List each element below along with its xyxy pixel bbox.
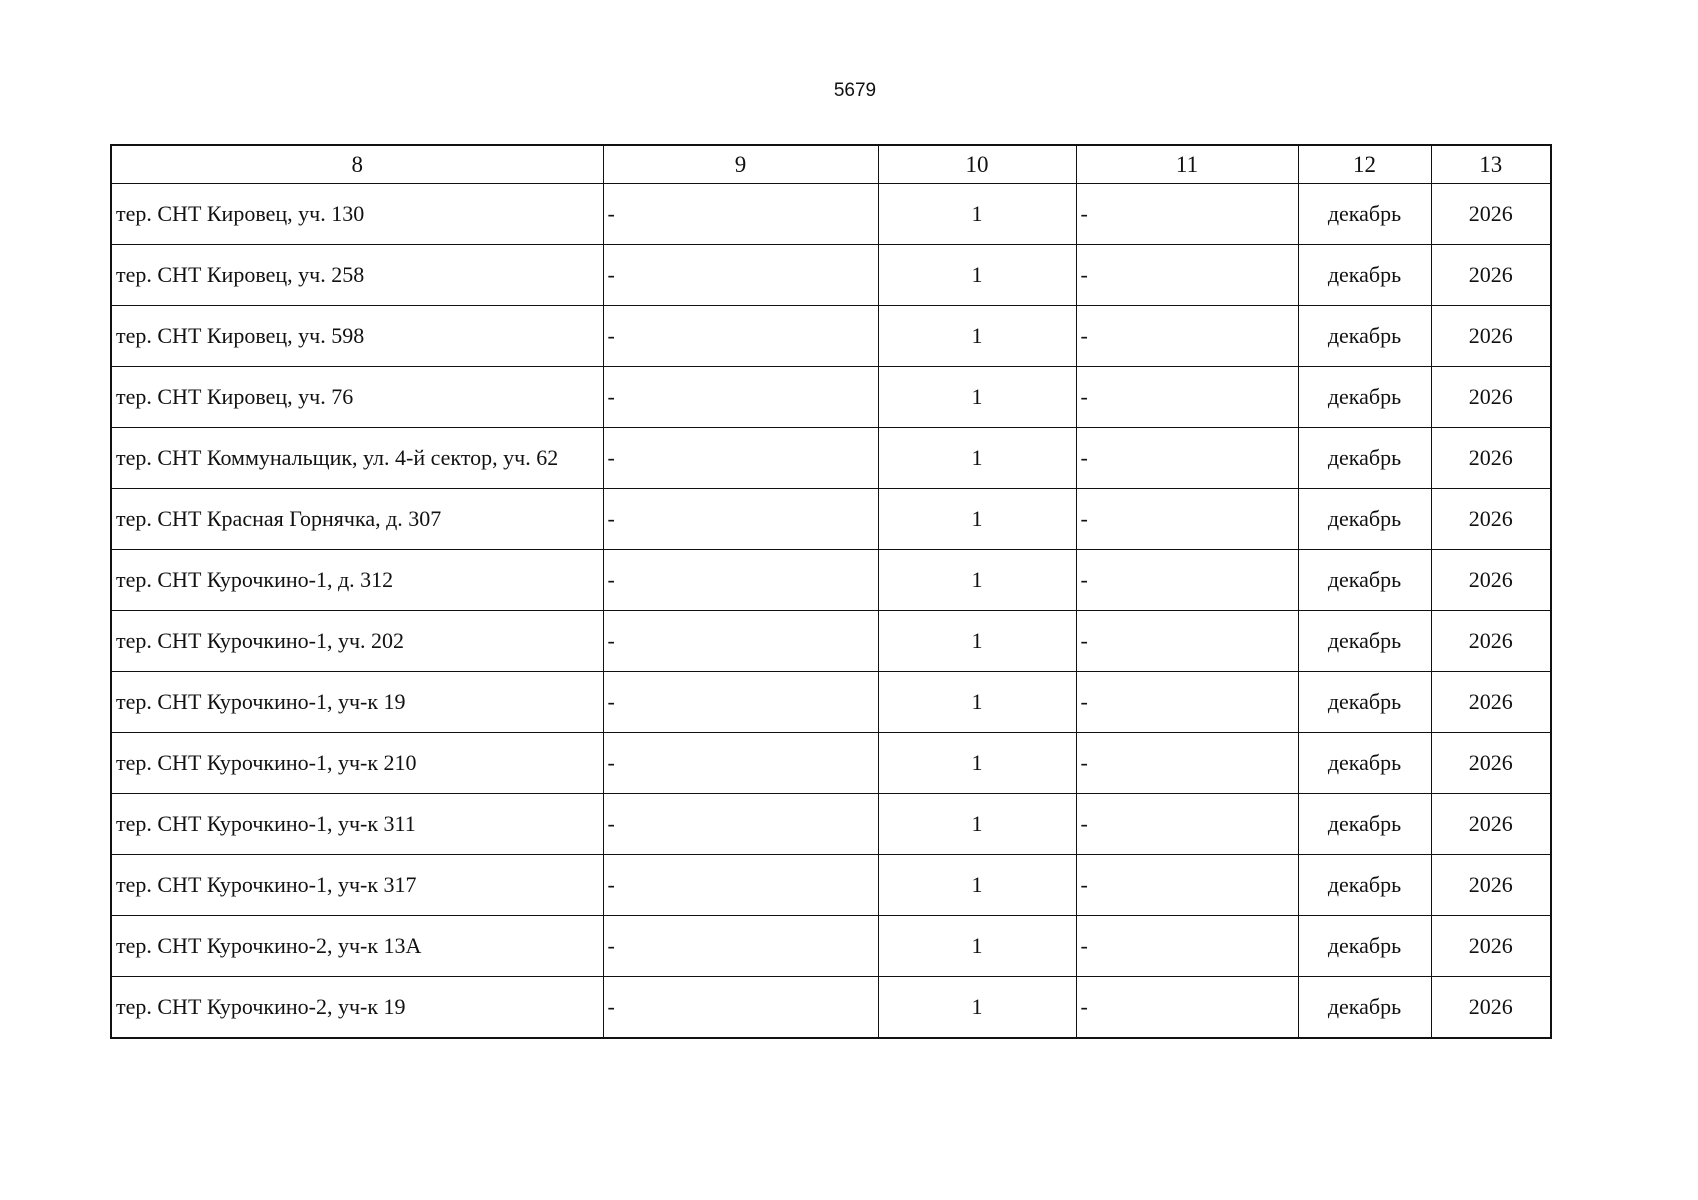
year-cell: 2026 xyxy=(1431,916,1551,977)
address-cell: тер. СНТ Курочкино-1, уч-к 210 xyxy=(111,733,603,794)
column-header: 11 xyxy=(1076,145,1298,184)
address-cell: тер. СНТ Курочкино-1, уч-к 317 xyxy=(111,855,603,916)
column-9-cell: - xyxy=(603,916,878,977)
column-9-cell: - xyxy=(603,428,878,489)
column-11-cell: - xyxy=(1076,489,1298,550)
month-cell: декабрь xyxy=(1298,672,1431,733)
year-cell: 2026 xyxy=(1431,733,1551,794)
column-header: 13 xyxy=(1431,145,1551,184)
column-11-cell: - xyxy=(1076,794,1298,855)
column-9-cell: - xyxy=(603,855,878,916)
table-row xyxy=(111,489,1551,550)
year-cell: 2026 xyxy=(1431,245,1551,306)
year-cell: 2026 xyxy=(1431,428,1551,489)
quantity-cell: 1 xyxy=(878,428,1076,489)
year-cell: 2026 xyxy=(1431,306,1551,367)
address-cell: тер. СНТ Кировец, уч. 76 xyxy=(111,367,603,428)
column-11-cell: - xyxy=(1076,306,1298,367)
column-header: 8 xyxy=(111,145,603,184)
table-row xyxy=(111,367,1551,428)
month-cell: декабрь xyxy=(1298,306,1431,367)
month-cell: декабрь xyxy=(1298,184,1431,245)
address-cell: тер. СНТ Курочкино-2, уч-к 19 xyxy=(111,977,603,1039)
quantity-cell: 1 xyxy=(878,611,1076,672)
column-9-cell: - xyxy=(603,245,878,306)
column-header: 9 xyxy=(603,145,878,184)
table-row xyxy=(111,428,1551,489)
table-body xyxy=(111,184,1551,1039)
address-cell: тер. СНТ Курочкино-1, уч-к 19 xyxy=(111,672,603,733)
table-row xyxy=(111,977,1551,1039)
column-11-cell: - xyxy=(1076,245,1298,306)
quantity-cell: 1 xyxy=(878,916,1076,977)
quantity-cell: 1 xyxy=(878,672,1076,733)
quantity-cell: 1 xyxy=(878,306,1076,367)
month-cell: декабрь xyxy=(1298,428,1431,489)
column-11-cell: - xyxy=(1076,916,1298,977)
column-11-cell: - xyxy=(1076,611,1298,672)
column-9-cell: - xyxy=(603,489,878,550)
year-cell: 2026 xyxy=(1431,977,1551,1039)
quantity-cell: 1 xyxy=(878,367,1076,428)
table-row xyxy=(111,611,1551,672)
year-cell: 2026 xyxy=(1431,794,1551,855)
year-cell: 2026 xyxy=(1431,489,1551,550)
data-table xyxy=(110,144,1552,1039)
column-9-cell: - xyxy=(603,184,878,245)
table-row xyxy=(111,672,1551,733)
column-11-cell: - xyxy=(1076,367,1298,428)
quantity-cell: 1 xyxy=(878,489,1076,550)
quantity-cell: 1 xyxy=(878,550,1076,611)
year-cell: 2026 xyxy=(1431,367,1551,428)
address-cell: тер. СНТ Курочкино-1, д. 312 xyxy=(111,550,603,611)
quantity-cell: 1 xyxy=(878,855,1076,916)
address-cell: тер. СНТ Кировец, уч. 598 xyxy=(111,306,603,367)
quantity-cell: 1 xyxy=(878,184,1076,245)
header-row xyxy=(111,145,1551,184)
month-cell: декабрь xyxy=(1298,855,1431,916)
quantity-cell: 1 xyxy=(878,733,1076,794)
column-9-cell: - xyxy=(603,672,878,733)
table-row xyxy=(111,794,1551,855)
address-cell: тер. СНТ Курочкино-1, уч-к 311 xyxy=(111,794,603,855)
column-9-cell: - xyxy=(603,550,878,611)
address-cell: тер. СНТ Курочкино-1, уч. 202 xyxy=(111,611,603,672)
address-cell: тер. СНТ Курочкино-2, уч-к 13А xyxy=(111,916,603,977)
column-11-cell: - xyxy=(1076,733,1298,794)
column-11-cell: - xyxy=(1076,977,1298,1039)
column-9-cell: - xyxy=(603,977,878,1039)
year-cell: 2026 xyxy=(1431,855,1551,916)
table-row xyxy=(111,306,1551,367)
page-number: 5679 xyxy=(833,80,877,101)
table-row xyxy=(111,550,1551,611)
column-9-cell: - xyxy=(603,367,878,428)
month-cell: декабрь xyxy=(1298,916,1431,977)
column-11-cell: - xyxy=(1076,672,1298,733)
month-cell: декабрь xyxy=(1298,977,1431,1039)
year-cell: 2026 xyxy=(1431,184,1551,245)
address-cell: тер. СНТ Красная Горнячка, д. 307 xyxy=(111,489,603,550)
table-header xyxy=(111,145,1551,184)
table-row xyxy=(111,184,1551,245)
quantity-cell: 1 xyxy=(878,245,1076,306)
month-cell: декабрь xyxy=(1298,489,1431,550)
address-cell: тер. СНТ Кировец, уч. 130 xyxy=(111,184,603,245)
column-11-cell: - xyxy=(1076,184,1298,245)
table-row xyxy=(111,245,1551,306)
column-11-cell: - xyxy=(1076,550,1298,611)
column-header: 12 xyxy=(1298,145,1431,184)
column-11-cell: - xyxy=(1076,855,1298,916)
month-cell: декабрь xyxy=(1298,611,1431,672)
month-cell: декабрь xyxy=(1298,245,1431,306)
column-9-cell: - xyxy=(603,611,878,672)
address-cell: тер. СНТ Коммунальщик, ул. 4-й сектор, уч. 62 xyxy=(111,428,603,489)
column-9-cell: - xyxy=(603,733,878,794)
month-cell: декабрь xyxy=(1298,367,1431,428)
quantity-cell: 1 xyxy=(878,977,1076,1039)
year-cell: 2026 xyxy=(1431,672,1551,733)
month-cell: декабрь xyxy=(1298,550,1431,611)
column-9-cell: - xyxy=(603,306,878,367)
quantity-cell: 1 xyxy=(878,794,1076,855)
year-cell: 2026 xyxy=(1431,611,1551,672)
table-row xyxy=(111,855,1551,916)
column-header: 10 xyxy=(878,145,1076,184)
month-cell: декабрь xyxy=(1298,794,1431,855)
column-9-cell: - xyxy=(603,794,878,855)
table-row xyxy=(111,916,1551,977)
table-row xyxy=(111,733,1551,794)
month-cell: декабрь xyxy=(1298,733,1431,794)
year-cell: 2026 xyxy=(1431,550,1551,611)
address-cell: тер. СНТ Кировец, уч. 258 xyxy=(111,245,603,306)
column-11-cell: - xyxy=(1076,428,1298,489)
